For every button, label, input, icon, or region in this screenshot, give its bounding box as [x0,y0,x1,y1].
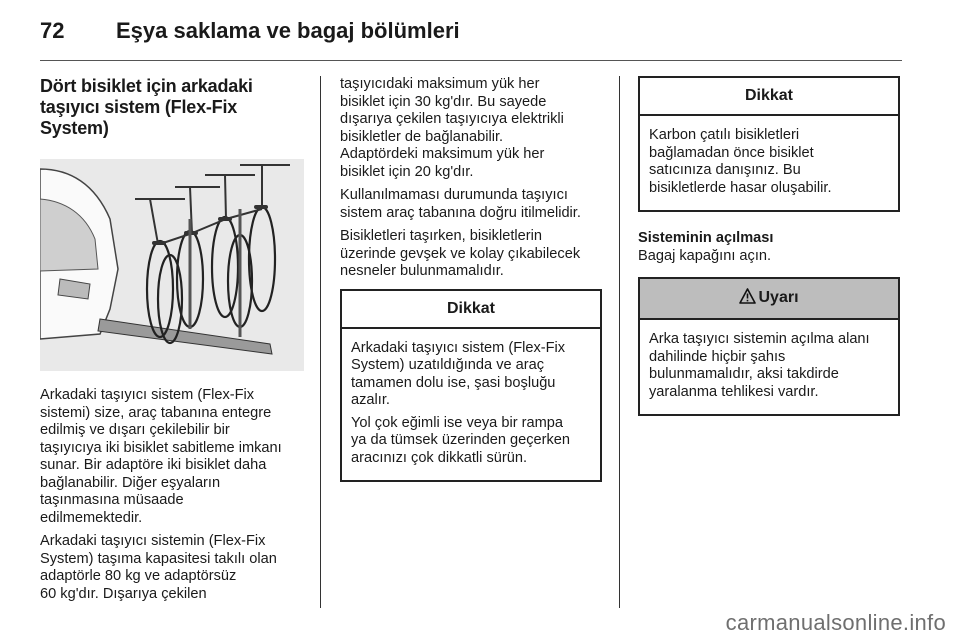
caution-text: Yol çok eğimli ise veya bir rampa ya da tümsek üzerinden geçerken aracınızı çok dikkatli sürün. [351,414,571,466]
caution-box [638,76,900,212]
paragraph: Kullanılmaması durumunda taşıyıcı sistem araç tabanına doğru itilmelidir. [340,187,581,221]
paragraph: Bagaj kapağını açın. [638,247,772,264]
page-number: 72 [40,18,65,43]
column-right [638,76,900,424]
warning-box [638,277,900,416]
page-header [40,14,902,60]
bicycle-carrier-drawing [40,159,304,371]
subheading: Sisteminin açılması [638,230,774,246]
paragraph: taşıyıcıdaki maksimum yük her bisiklet için 30 kg'dır. Bu sayede dışarıya çekilen taşıyıcıya elektrikli bisikletler de bağlanabilir. Adaptördeki maksimum yük her bisiklet için 20 kg'dır. [340,76,564,180]
caution-text: Karbon çatılı bisikletleri bağlamadan önce bisiklet satıcınıza danışınız. Bu bisikletlerde hasar oluşabilir. [649,127,832,196]
caution-box [340,289,602,483]
warning-body [640,320,898,414]
bicycle-carrier-illustration [40,159,304,371]
column-left [40,76,304,609]
caution-title: Dikkat [342,291,600,329]
paragraph: Arkadaki taşıyıcı sistem (Flex-Fix sistemi) size, araç tabanına entegre edilmiş ve dışarı çekilebilir bir taşıyıcıya iki bisiklet sabitleme imkanı sunar. Bir adaptöre iki bisiklet daha bağlanabilir. Diğer eşyaların taşınmasına müsaade edilmemektedir. [40,387,282,526]
caution-title: Dikkat [640,78,898,116]
warning-text: Arka taşıyıcı sistemin açılma alanı dahilinde hiçbir şahıs bulunmamalıdır, aksi takdirde yaralanma tehlikesi vardır. [649,331,870,400]
header-divider [40,60,902,61]
section-heading: Dört bisiklet için arkadaki taşıyıcı sistem (Flex-Fix System) [40,76,253,138]
caution-body [640,116,898,210]
warning-title: Uyarı [758,289,799,306]
warning-header [640,279,898,320]
caution-body [342,329,600,481]
page-title: Eşya saklama ve bagaj bölümleri [116,18,460,43]
watermark: carmanualsonline.info [725,610,946,635]
paragraph: Bisikletleri taşırken, bisikletlerin üzerinde gevşek ve kolay çıkabilecek nesneler bulunmamalıdır. [340,228,581,279]
column-divider [619,76,620,608]
column-middle [340,76,602,490]
warning-triangle-icon [739,288,756,309]
paragraph: Arkadaki taşıyıcı sistemin (Flex-Fix System) taşıma kapasitesi takılı olan adaptörle 80 kg ve adaptörsüz 60 kg'dır. Dışarıya çekilen [40,533,277,602]
caution-text: Arkadaki taşıyıcı sistem (Flex-Fix System) uzatıldığında ve araç tamamen dolu ise, şasi boşluğu azalır. [351,339,566,408]
column-divider [320,76,321,608]
